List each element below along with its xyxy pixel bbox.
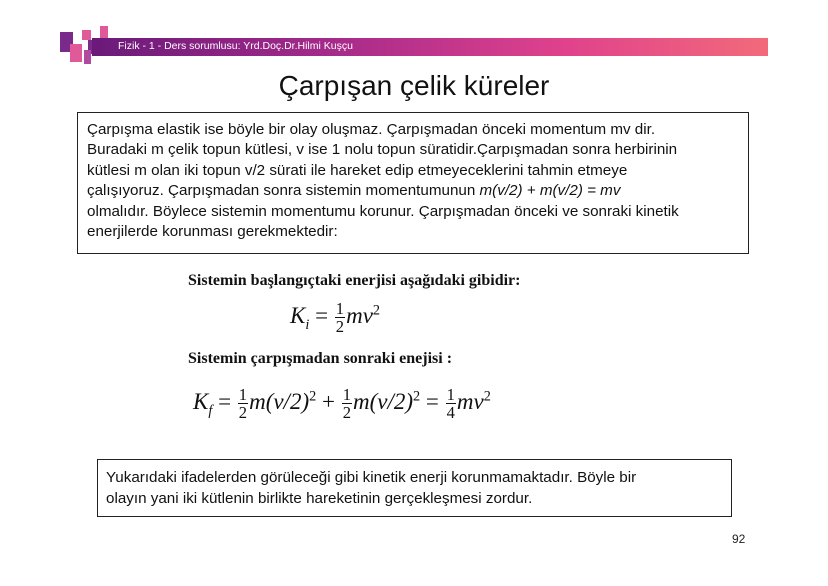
frac-den: 4 xyxy=(446,403,455,423)
frac-num: 1 xyxy=(238,385,248,404)
eq-term-3: mv xyxy=(456,389,484,415)
eq-exponent-2: 2 xyxy=(413,388,421,405)
eq-plus: + xyxy=(321,389,335,415)
final-energy-equation xyxy=(193,386,491,422)
page-number: 92 xyxy=(732,532,746,546)
intro-text-box xyxy=(77,112,749,254)
intro-line-5: olmalıdır. Böylece sistemin momentumu korunur. Çarpışmadan önceki ve sonraki kinetik xyxy=(87,202,679,220)
frac-den: 2 xyxy=(342,403,351,423)
final-energy-heading: Sistemin çarpışmadan sonraki enejisi : xyxy=(188,350,453,367)
initial-energy-equation xyxy=(290,300,380,336)
conclusion-line-2: olayın yani iki kütlenin birlikte hareketinin gerçekleşmesi zordur. xyxy=(106,490,533,507)
eq-equals: = xyxy=(218,389,232,415)
intro-line-1: Çarpışma elastik ise böyle bir olay oluşmaz. Çarpışmadan önceki momentum mv dir. xyxy=(87,121,656,138)
eq-lhs: K xyxy=(193,389,209,415)
frac-num: 1 xyxy=(446,385,455,404)
eq-equals: = xyxy=(315,303,329,329)
eq-exponent-3: 2 xyxy=(483,388,491,405)
eq-lhs-sub: f xyxy=(208,402,213,419)
eq-fraction-1 xyxy=(238,386,248,422)
intro-line-2: Buradaki m çelik topun kütlesi, v ise 1 nolu topun süratidir.Çarpışmadan sonra herbirinin xyxy=(87,141,678,159)
course-label: Fizik - 1 - Ders sorumlusu: Yrd.Doç.Dr.Hilmi Kuşçu xyxy=(118,40,353,52)
eq-equals-2: = xyxy=(425,389,439,415)
eq-fraction xyxy=(335,300,345,336)
slide-title: Çarpışan çelik küreler xyxy=(278,70,550,101)
momentum-formula: m(v/2) + m(v/2) = mv xyxy=(479,182,621,200)
frac-den: 2 xyxy=(335,317,345,337)
frac-num: 1 xyxy=(342,385,351,404)
eq-fraction-3 xyxy=(446,386,456,422)
eq-term-2: m(v/2) xyxy=(353,389,414,415)
frac-den: 2 xyxy=(238,403,248,423)
initial-energy-heading: Sistemin başlangıçtaki enerjisi aşağıdaki gibidir: xyxy=(188,272,521,289)
eq-exponent-1: 2 xyxy=(309,388,317,405)
intro-line-4 xyxy=(87,181,739,201)
eq-term: mv xyxy=(346,303,373,329)
intro-line-6: enerjilerde korunması gerekmektedir: xyxy=(87,223,338,241)
eq-term-1: m(v/2) xyxy=(249,389,310,415)
frac-num: 1 xyxy=(335,299,345,318)
conclusion-line-1: Yukarıdaki ifadelerden görüleceği gibi kinetik enerji korunmamaktadır. Böyle bir xyxy=(106,469,637,486)
eq-lhs: K xyxy=(290,303,306,329)
eq-exponent: 2 xyxy=(372,302,381,319)
header-bar xyxy=(92,38,768,56)
eq-lhs-sub: i xyxy=(305,316,310,333)
intro-line-4-text: çalışıyoruz. Çarpışmadan sonra sistemin momentumunun xyxy=(87,182,480,200)
conclusion-text-box xyxy=(97,459,732,517)
intro-line-3: kütlesi m olan iki topun v/2 sürati ile hareket edip etmeyeceklerini tahmin etmeye xyxy=(87,161,628,179)
eq-fraction-2 xyxy=(342,386,352,422)
